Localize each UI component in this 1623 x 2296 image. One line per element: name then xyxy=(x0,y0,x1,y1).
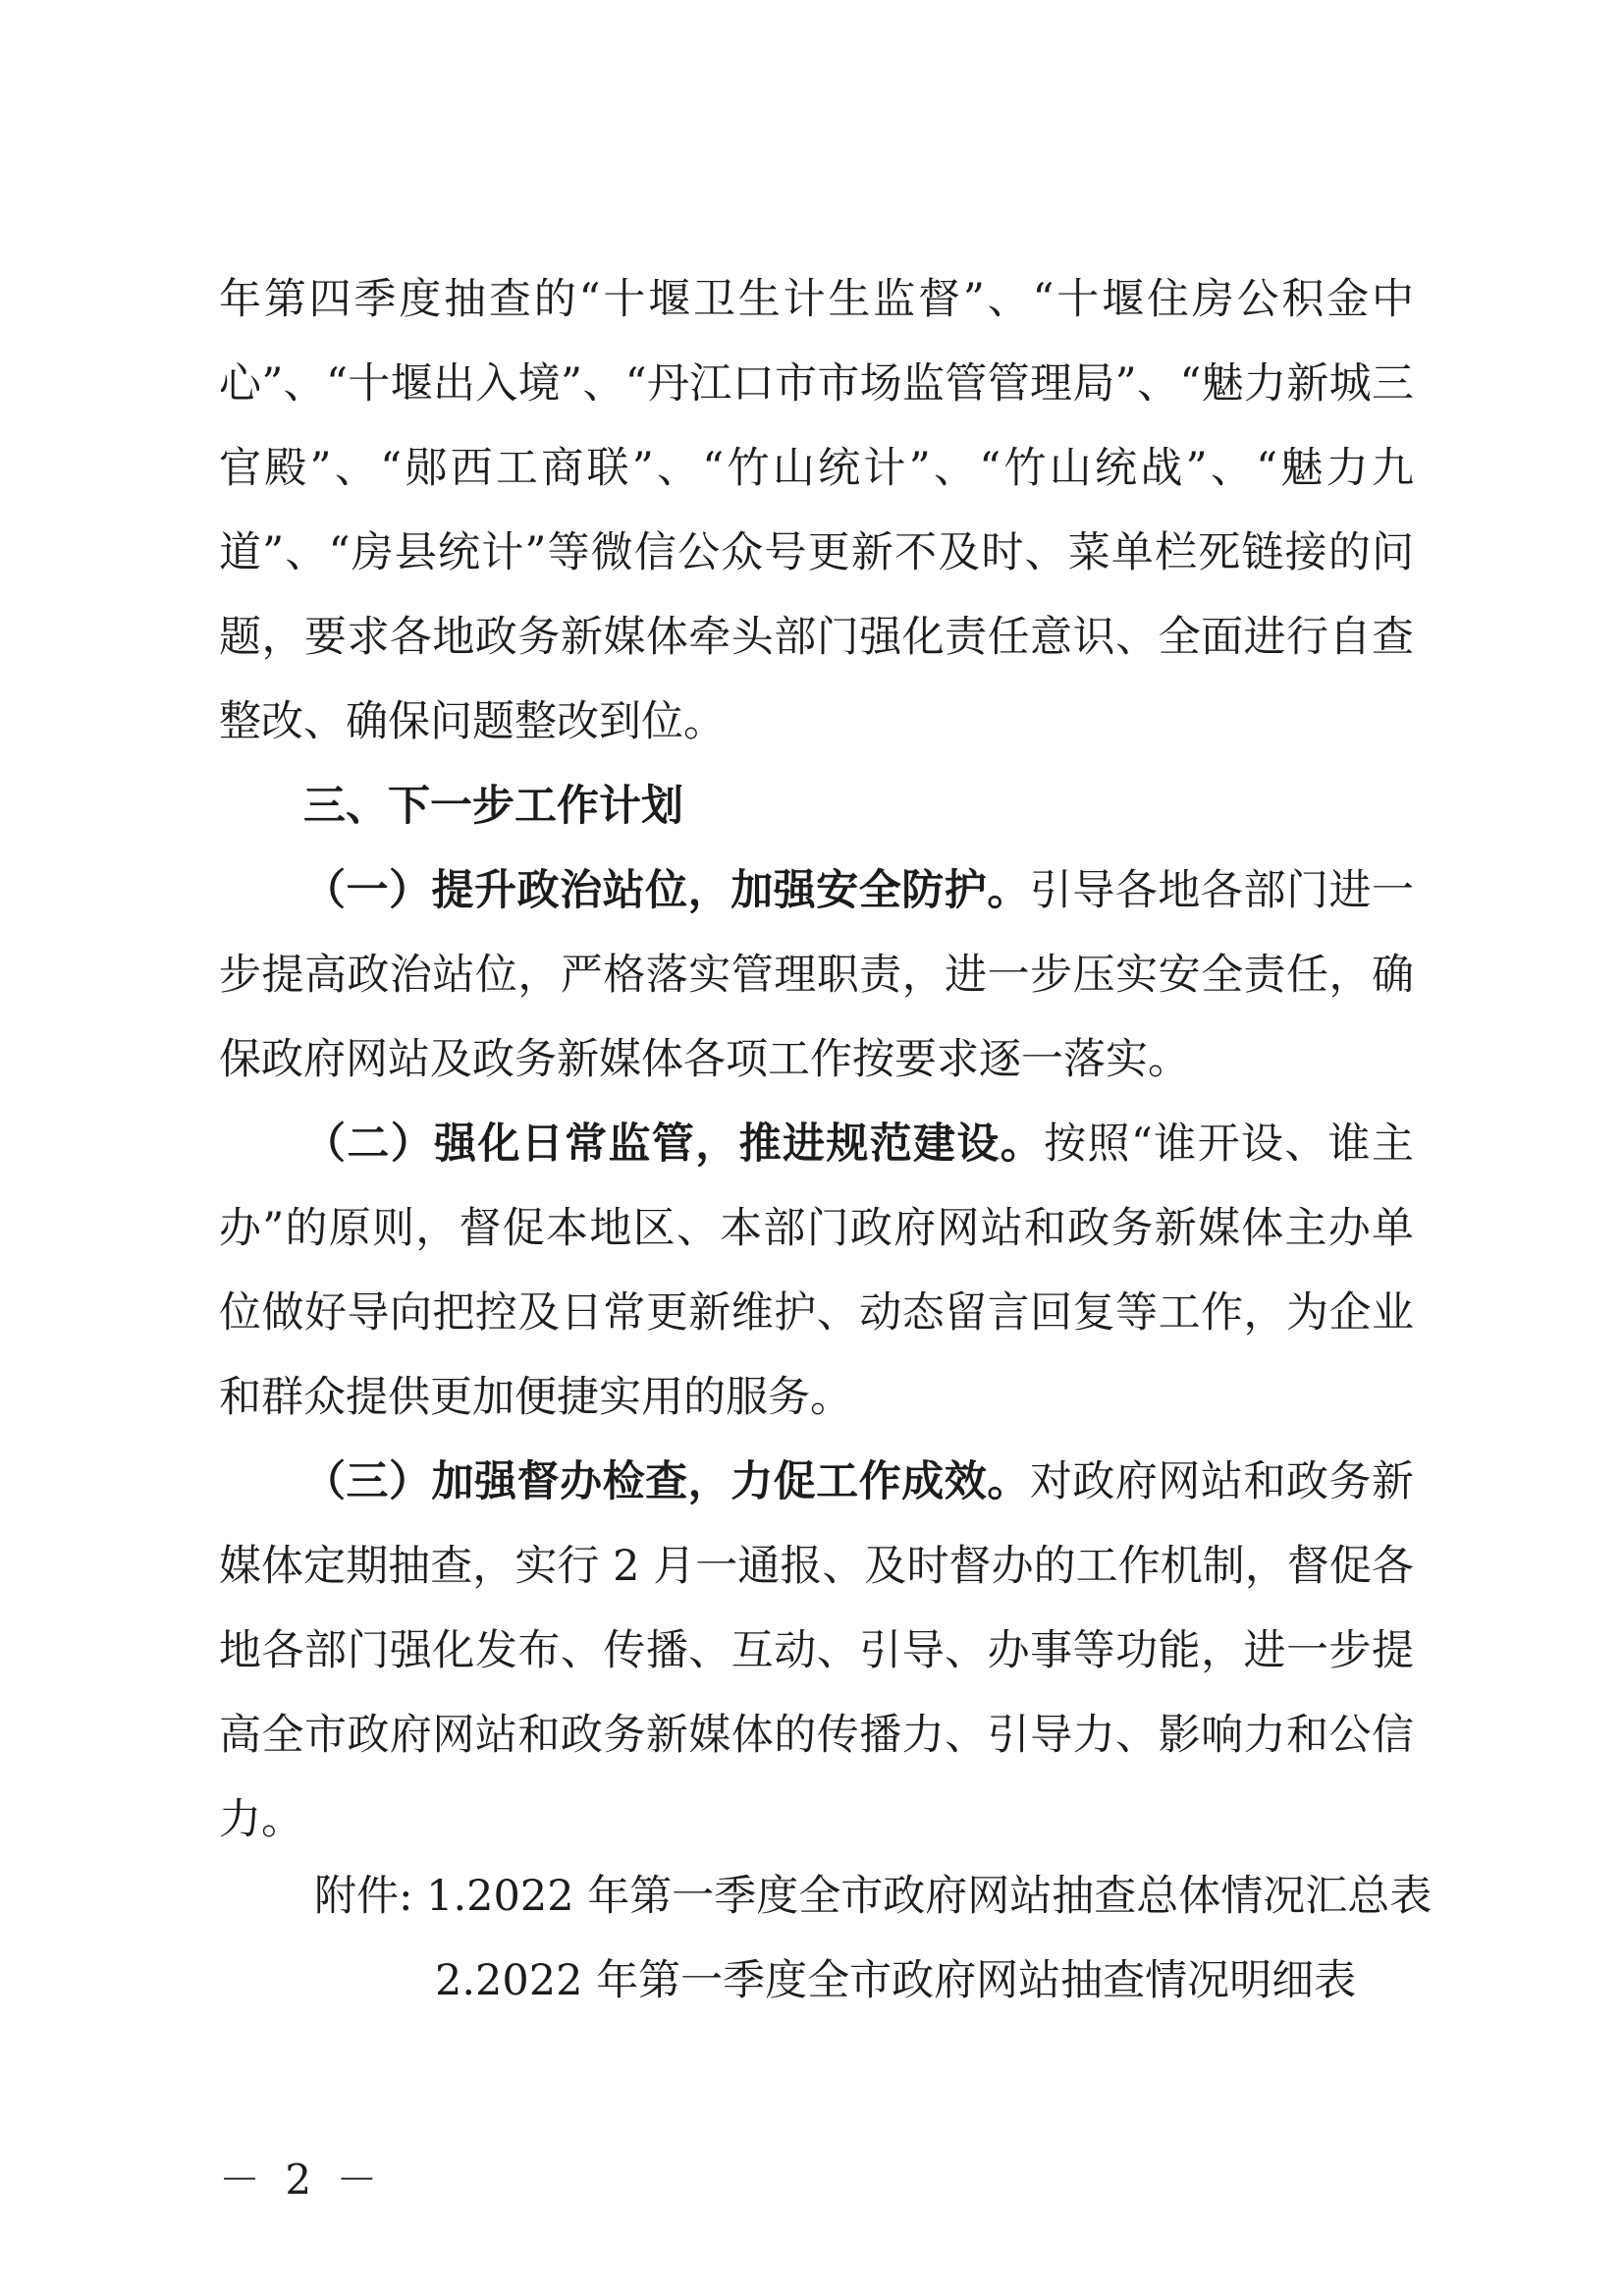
attachments-block xyxy=(314,1854,1443,2023)
plan-paragraph-2 xyxy=(219,1102,1414,1440)
page-number: － 2 － xyxy=(219,2156,384,2204)
paragraph-text: 年第四季度抽查的“十堰卫生计生监督”、“十堰住房公积金中心”、“十堰出入境”、“丹江口市市场监管管理局”、“魅力新城三官殿”、“郧西工商联”、“竹山统计”、“竹山统战”、“魅力九道”、“房县统计”等微信公众号更新不及时、菜单栏死链接的问题，要求各地政务新媒体牵头部门强化责任意识、全面进行自查整改、确保问题整改到位。 xyxy=(219,275,1414,746)
continuation-paragraph xyxy=(219,257,1414,764)
plan-lead: （三）加强督办检查，力促工作成效。 xyxy=(303,1457,1030,1506)
plan-text: 引导各地各部门进一步提高政治站位，严格落实管理职责，进一步压实安全责任，确保政府网站及政务新媒体各项工作按要求逐一落实。 xyxy=(219,866,1415,1084)
section-heading: 三、下一步工作计划 xyxy=(303,782,683,831)
document-body xyxy=(219,257,1414,1862)
plan-text: 按照“谁开设、谁主办”的原则，督促本地区、本部门政府网站和政务新媒体主办单位做好导向把控及日常更新维护、动态留言回复等工作，为企业和群众提供更加便捷实用的服务。 xyxy=(219,1120,1415,1422)
attachments-label: 附件: xyxy=(314,1872,427,1921)
plan-text: 对政府网站和政务新媒体定期抽查，实行 2 月一通报、及时督办的工作机制，督促各地各部门强化发布、传播、互动、引导、办事等功能，进一步提高全市政府网站和政务新媒体的传播力、引导力、影响力和公信力。 xyxy=(219,1457,1415,1844)
attachment-item-2: 2.2022 年第一季度全市政府网站抽查情况明细表 xyxy=(435,1956,1357,2005)
attachment-item-1: 1.2022 年第一季度全市政府网站抽查总体情况汇总表 xyxy=(426,1872,1433,1921)
plan-lead: （一）提升政治站位，加强安全防护。 xyxy=(303,866,1030,915)
plan-paragraph-3 xyxy=(219,1440,1414,1862)
attachment-line-1 xyxy=(314,1854,1443,1939)
attachment-line-2 xyxy=(314,1939,1443,2023)
plan-paragraph-1 xyxy=(219,848,1414,1102)
plan-lead: （二）强化日常监管，推进规范建设。 xyxy=(303,1120,1045,1169)
